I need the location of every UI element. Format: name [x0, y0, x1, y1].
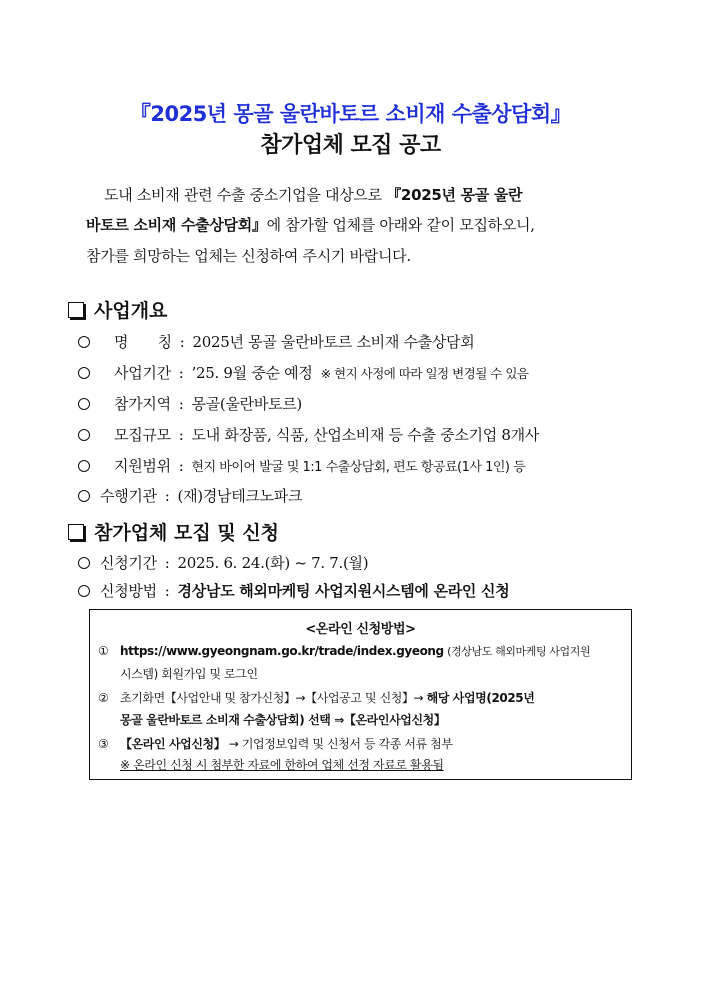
item-label: 신청기간 — [100, 554, 157, 572]
item-value: ’25. 9월 중순 예정 — [191, 364, 313, 382]
item-label: 지원범위 — [114, 457, 171, 475]
item-sep: : — [178, 394, 184, 413]
item-sep: : — [164, 553, 170, 572]
step-number: ③ — [98, 737, 109, 751]
recruit-item-method — [78, 580, 509, 601]
intro-line-2 — [86, 214, 646, 235]
recruit-item-period — [78, 552, 368, 573]
item-note: ※ 현지 사정에 따라 일정 변경될 수 있음 — [320, 365, 529, 381]
step-1-cont: 시스템) 회원가입 및 로그인 — [120, 667, 258, 681]
intro-event-name-cont: 바토르 소비재 수출상담회』 — [86, 216, 267, 234]
box-note: ※ 온라인 신청 시 첨부한 자료에 한하여 업체 선정 자료로 활용됨 — [120, 758, 444, 772]
item-label: 참가지역 — [114, 395, 171, 413]
overview-item-scale — [78, 424, 539, 445]
item-label: 사업기간 — [114, 364, 171, 382]
item-label: 신청방법 — [100, 582, 157, 600]
item-label: 모집규모 — [114, 426, 171, 444]
online-application-box — [89, 609, 632, 780]
intro-line-1 — [86, 184, 646, 205]
circle-bullet-icon — [78, 490, 90, 502]
step-3 — [98, 735, 453, 752]
circle-bullet-icon — [78, 585, 90, 597]
item-sep: : — [164, 581, 170, 600]
checkbox-square-icon — [68, 302, 84, 318]
step-text: 초기화면【사업안내 및 참가신청】→【사업공고 및 신청】→ — [120, 691, 424, 705]
item-value: (재)경남테크노파크 — [177, 487, 303, 505]
section-title: 참가업체 모집 및 신청 — [94, 522, 280, 544]
section-heading-overview — [68, 296, 167, 323]
item-value: 경상남도 해외마케팅 사업지원시스템에 온라인 신청 — [177, 582, 510, 600]
item-sep: : — [164, 486, 170, 505]
title-line-1: 『2025년 몽골 울란바토르 소비재 수출상담회』 — [129, 102, 572, 126]
application-url-link[interactable]: https://www.gyeongnam.go.kr/trade/index.gyeong — [120, 644, 444, 658]
section-title: 사업개요 — [94, 300, 168, 322]
box-title: <온라인 신청방법> — [305, 622, 416, 637]
checkbox-square-icon — [68, 524, 84, 540]
circle-bullet-icon — [78, 557, 90, 569]
circle-bullet-icon — [78, 336, 90, 348]
overview-item-period — [78, 362, 528, 383]
overview-item-name — [78, 331, 474, 352]
circle-bullet-icon — [78, 367, 90, 379]
circle-bullet-icon — [78, 460, 90, 472]
step-text-bold: 【온라인 사업신청】 — [120, 737, 226, 751]
circle-bullet-icon — [78, 398, 90, 410]
overview-item-agency — [78, 485, 302, 506]
overview-item-region — [78, 393, 302, 414]
overview-item-support — [78, 455, 525, 476]
intro-text: 도내 소비재 관련 수출 중소기업을 대상으로 — [104, 186, 387, 204]
step-number: ① — [98, 644, 109, 658]
step-2 — [98, 689, 534, 706]
item-value: 2025년 몽골 울란바토르 소비재 수출상담회 — [192, 333, 475, 351]
title-line-2: 참가업체 모집 공고 — [260, 133, 441, 158]
item-value: 2025. 6. 24.(화) ~ 7. 7.(월) — [177, 554, 369, 572]
item-label: 수행기관 — [100, 487, 157, 505]
intro-text: 에 참가할 업체를 아래와 같이 모집하오니, — [266, 216, 535, 234]
step-text-bold: 해당 사업명(2025년 — [426, 691, 535, 705]
step-text: → 기업정보입력 및 신청서 등 각종 서류 첨부 — [228, 737, 453, 751]
intro-event-name: 『2025년 몽골 울란 — [386, 186, 523, 204]
item-sep: : — [178, 363, 184, 382]
item-value: 몽골(울란바토르) — [191, 395, 302, 413]
item-label: 명 칭 — [114, 333, 172, 351]
step-1 — [98, 643, 590, 659]
item-value: 도내 화장품, 식품, 산업소비재 등 수출 중소기업 8개사 — [191, 426, 539, 444]
step-text: (경상남도 해외마케팅 사업지원 — [447, 645, 591, 658]
item-sep: : — [178, 456, 184, 475]
item-sep: : — [178, 425, 184, 444]
intro-line-3: 참가를 희망하는 업체는 신청하여 주시기 바랍니다. — [86, 247, 411, 265]
item-sep: : — [179, 332, 185, 351]
step-number: ② — [98, 691, 109, 705]
section-heading-recruit — [68, 518, 279, 545]
step-2-cont: 몽골 울란바토르 소비재 수출상담회) 선택 ⇒【온라인사업신청】 — [120, 713, 446, 727]
circle-bullet-icon — [78, 429, 90, 441]
item-value: 현지 바이어 발굴 및 1:1 수출상담회, 편도 항공료(1사 1인) 등 — [191, 460, 526, 475]
